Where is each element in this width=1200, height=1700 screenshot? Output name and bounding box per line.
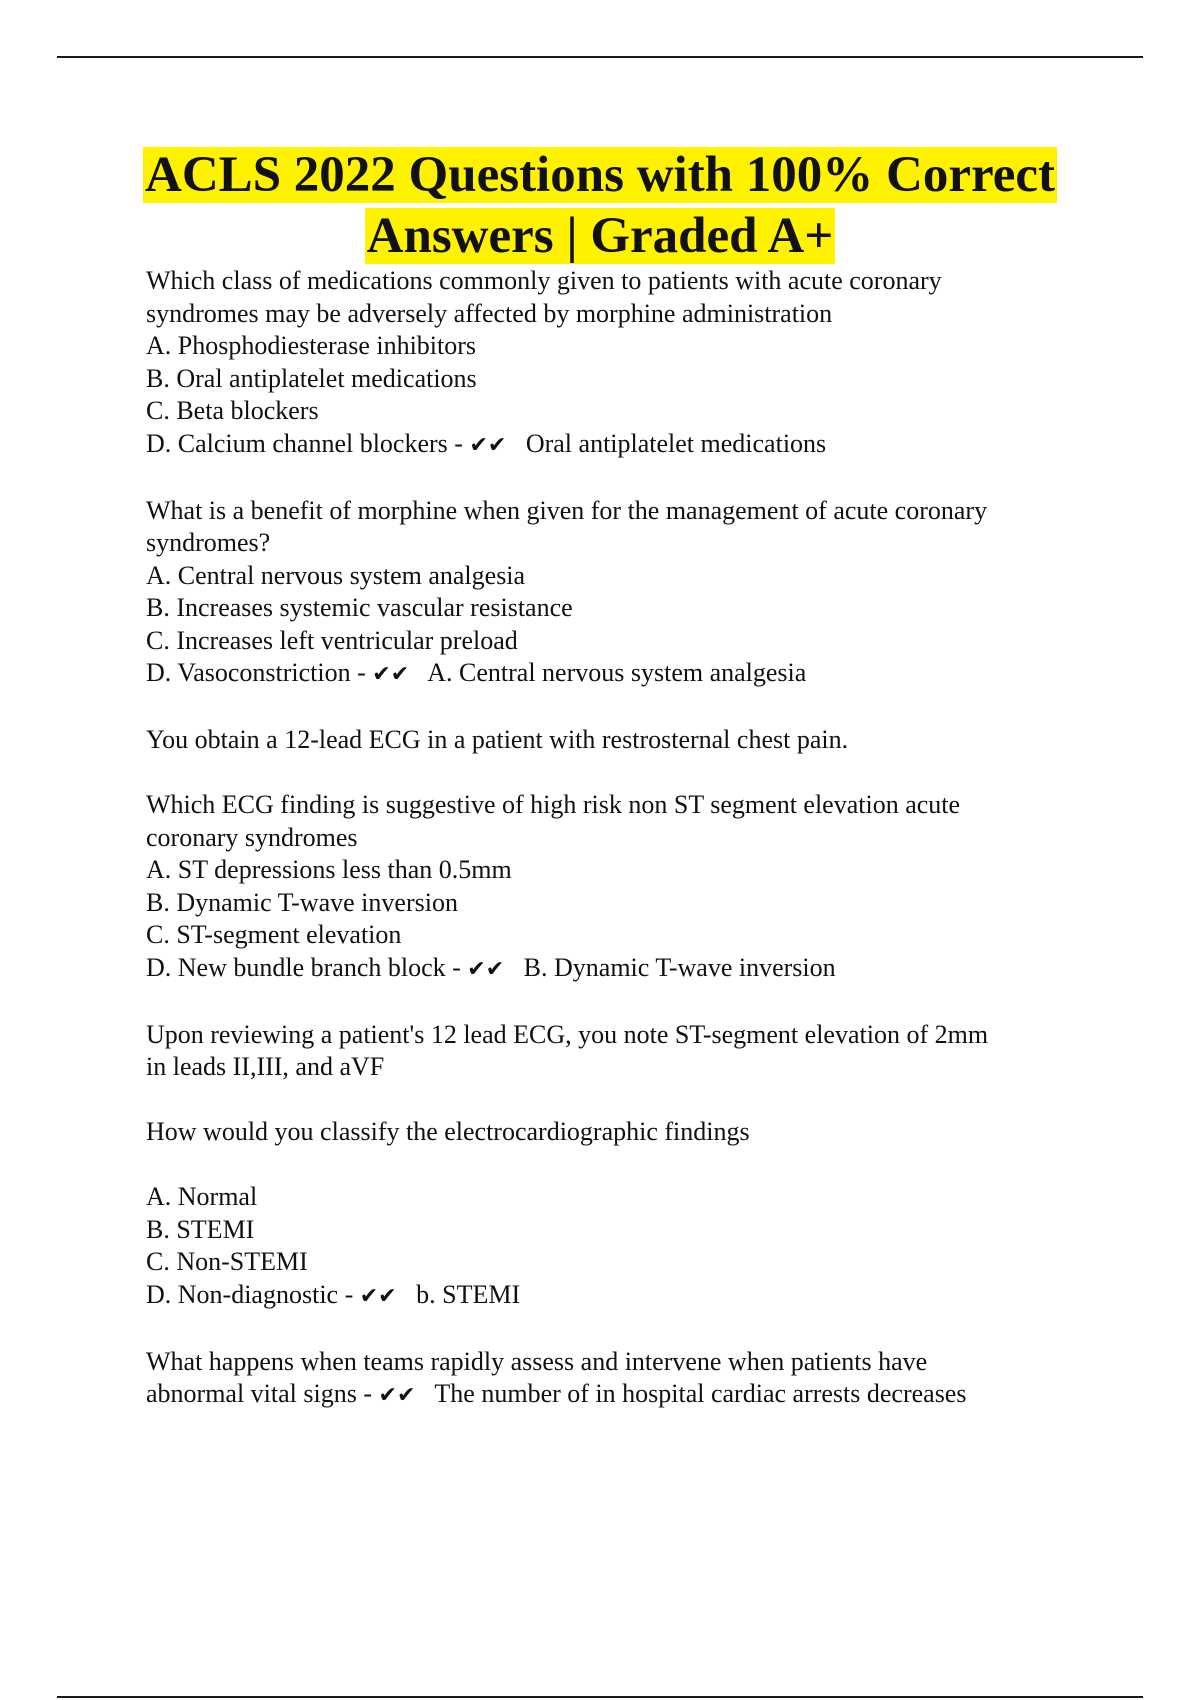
option-d: D. Calcium channel blockers -: [146, 428, 463, 458]
question-text: syndromes may be adversely affected by morphine administration: [146, 298, 833, 328]
check-mark-icon: ✔✔: [359, 1283, 397, 1309]
document-title: [100, 145, 1100, 267]
option-b: B. Increases systemic vascular resistance: [146, 593, 573, 622]
title-line-2: Answers | Graded A+: [366, 208, 834, 264]
option-d-with-answer: [146, 657, 1086, 692]
question-text: abnormal vital signs -: [146, 1379, 373, 1408]
option-a: A. Phosphodiesterase inhibitors: [146, 331, 477, 360]
option-a: A. ST depressions less than 0.5mm: [146, 855, 512, 884]
check-mark-icon: ✔✔: [372, 662, 410, 687]
answer-text: b. STEMI: [416, 1279, 521, 1309]
answer-text: The number of in hospital cardiac arrests decreases: [434, 1379, 967, 1408]
option-b: B. Dynamic T-wave inversion: [146, 887, 458, 917]
option-a: A. Central nervous system analgesia: [146, 560, 526, 590]
question-block-2: [146, 495, 1086, 692]
question-block-4: [146, 1019, 1086, 1314]
question-block-1: [146, 265, 1086, 462]
option-a: A. Normal: [146, 1182, 258, 1211]
question-block-3: [146, 724, 1086, 986]
question-context: Upon reviewing a patient's 12 lead ECG, you note ST-segment elevation of 2mm: [146, 1019, 989, 1049]
title-line-1: ACLS 2022 Questions with 100% Correct: [145, 147, 1055, 203]
option-d: D. Vasoconstriction -: [146, 658, 366, 687]
option-d-with-answer: [146, 1279, 1086, 1314]
question-list: [146, 265, 1086, 1413]
question-text: syndromes?: [146, 528, 271, 557]
answer-text: B. Dynamic T-wave inversion: [523, 952, 836, 982]
option-c: C. ST-segment elevation: [146, 920, 402, 949]
question-text: How would you classify the electrocardiographic findings: [146, 1117, 750, 1146]
question-text: What happens when teams rapidly assess and intervene when patients have: [146, 1346, 928, 1376]
question-text: Which class of medications commonly given to patients with acute coronary: [146, 266, 942, 295]
option-d: D. New bundle branch block -: [146, 952, 461, 982]
option-d-with-answer: [146, 428, 1086, 463]
question-block-5: [146, 1346, 1086, 1413]
option-d-with-answer: [146, 952, 1086, 987]
question-text: Which ECG finding is suggestive of high risk non ST segment elevation acute: [146, 790, 961, 819]
option-d: D. Non-diagnostic -: [146, 1279, 354, 1309]
top-rule: [57, 56, 1143, 58]
option-b: B. Oral antiplatelet medications: [146, 363, 477, 393]
question-context: You obtain a 12-lead ECG in a patient with restrosternal chest pain.: [146, 725, 849, 754]
option-c: C. Increases left ventricular preload: [146, 625, 518, 655]
check-mark-icon: ✔✔: [469, 432, 507, 458]
question-with-answer: [146, 1378, 1086, 1413]
option-b: B. STEMI: [146, 1214, 255, 1244]
check-mark-icon: ✔✔: [378, 1383, 416, 1408]
answer-text: A. Central nervous system analgesia: [427, 658, 807, 687]
answer-text: Oral antiplatelet medications: [525, 428, 827, 458]
check-mark-icon: ✔✔: [467, 956, 505, 982]
question-text: What is a benefit of morphine when given for the management of acute coronary: [146, 495, 988, 525]
option-c: C. Non-STEMI: [146, 1247, 308, 1276]
option-c: C. Beta blockers: [146, 396, 319, 425]
question-text: coronary syndromes: [146, 822, 358, 852]
bottom-rule: [57, 1696, 1143, 1698]
question-context: in leads II,III, and aVF: [146, 1052, 385, 1081]
